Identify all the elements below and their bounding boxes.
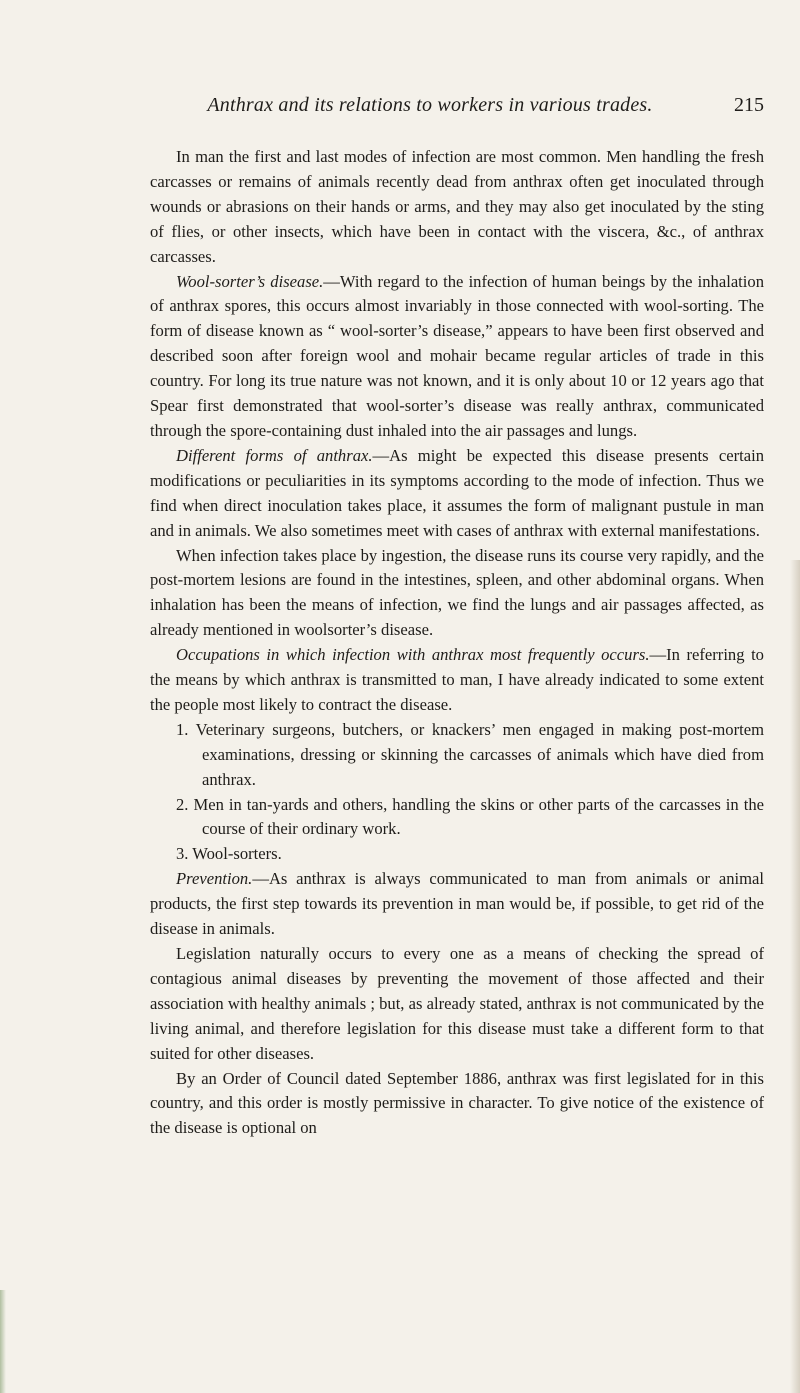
paragraph-lead: Different forms of anthrax. [176, 445, 373, 465]
paragraph-text: —As anthrax is always communicated to man from animals or animal products, the first step towards its prevention in man would be, if possible, to get rid of the disease in animals. [150, 869, 764, 939]
paragraph-lead: Prevention. [176, 869, 253, 889]
paragraph-text: Legislation naturally occurs to every one as a means of checking the spread of contagious animal diseases by preventing the movement of those affected and their association with healthy animals ; but, as already stated, anthrax is not communicated by the living animal, and therefore legislation for this disease must take a different form to that suited for other diseases. [150, 944, 764, 1063]
paragraph-text: When infection takes place by ingestion, the disease runs its course very rapidly, and the post-mortem lesions are found in the intestines, spleen, and other abdominal organs. When inhalation has been the means of infection, we find the lungs and air passages affected, as already mentioned in woolsorter’s disease. [150, 545, 764, 640]
page-edge-shadow [790, 560, 800, 1393]
paragraph-lead: Occupations in which infection with anthrax most frequently occurs. [176, 645, 650, 665]
paragraph-text: By an Order of Council dated September 1886, anthrax was first legislated for in this country, and this order is mostly permissive in character. To give notice of the existence of the disease is optional on [150, 1068, 764, 1138]
list-item: 2. Men in tan-yards and others, handling the skins or other parts of the carcasses in the course of their ordinary work. [176, 794, 764, 839]
paragraph-ingestion [150, 544, 764, 644]
paragraph-legislation [150, 942, 764, 1067]
running-header [150, 94, 764, 126]
running-title: Anthrax and its relations to workers in various trades. [207, 94, 653, 116]
paragraph-wool-sorters-disease [150, 270, 764, 444]
paragraph-text: In man the first and last modes of infection are most common. Men handling the fresh carcasses or remains of animals recently dead from anthrax often get inoculated through wounds or abrasions on their hands or arms, and they may also get inoculated by the sting of flies, or other insects, which have been in contact with the viscera, &c., of anthrax carcasses. [150, 147, 764, 266]
binding-edge-mark [0, 1290, 6, 1393]
paragraph-different-forms [150, 444, 764, 544]
paragraph-prevention [150, 867, 764, 942]
occupations-list [150, 718, 764, 867]
paragraph-order-of-council [150, 1067, 764, 1142]
list-item: 1. Veterinary surgeons, butchers, or knackers’ men engaged in making post-mortem examinations, dressing or skinning the carcasses of animals which have died from anthrax. [176, 719, 764, 789]
paragraph-text: —As might be expected this disease presents certain modifications or peculiarities in its symptoms according to the mode of infection. Thus we find when direct inoculation takes place, it assumes the form of malignant pustule in man and in animals. We also sometimes meet with cases of anthrax with external manifestations. [150, 445, 764, 540]
paragraph-intro [150, 145, 764, 270]
paragraph-lead: Wool-sorter’s disease. [176, 271, 324, 291]
paragraph-text: —With regard to the infection of human beings by the inhalation of anthrax spores, this occurs almost invariably in those connected with wool-sorting. The form of disease known as “ wool-sorter’s disease,” appears to have been first observed and described soon after foreign wool and mohair became regular articles of trade in this country. For long its true nature was not known, and it is only about 10 or 12 years ago that Spear first demonstrated that wool-sorter’s disease was really anthrax, communicated through the spore-containing dust inhaled into the air passages and lungs. [150, 271, 764, 440]
paragraph-text: —In referring to the means by which anthrax is transmitted to man, I have already indicated to some extent the people most likely to contract the disease. [150, 645, 764, 714]
body-text [150, 145, 764, 1141]
page-number: 215 [734, 94, 764, 116]
paragraph-occupations [150, 643, 764, 718]
list-item: 3. Wool-sorters. [176, 844, 282, 864]
